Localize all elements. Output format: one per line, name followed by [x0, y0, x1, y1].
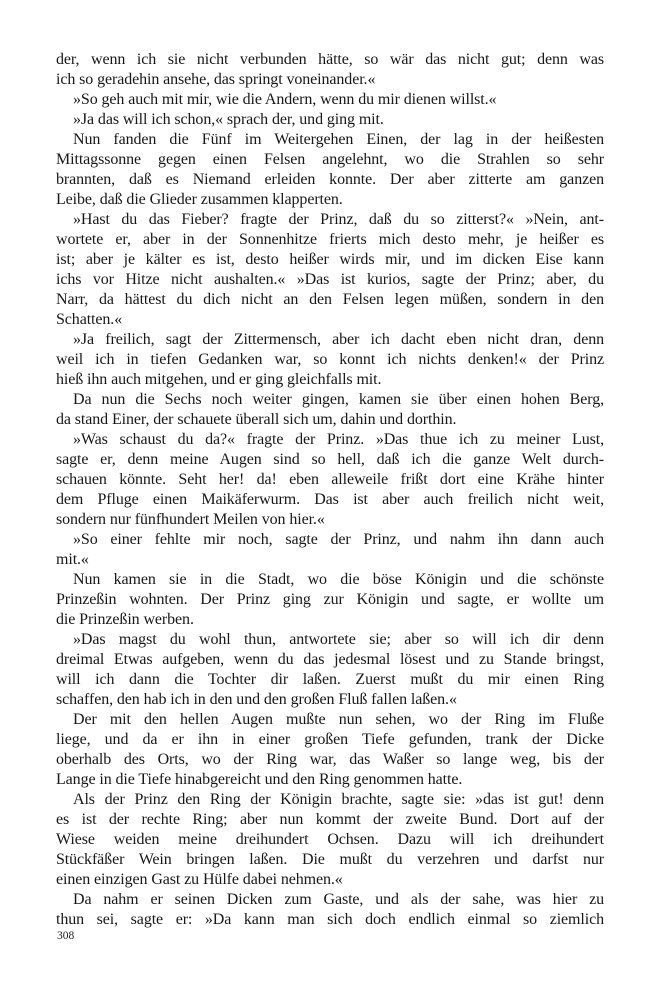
- text-block: [56, 50, 604, 930]
- text-line: weil ich in tiefen Gedanken war, so konnt ich nichts denken!« der Prinz: [56, 351, 604, 368]
- text-line: der, wenn ich sie nicht verbunden hätte, so wär das nicht gut; denn was: [56, 51, 604, 68]
- text-line: »Ja das will ich schon,« sprach der, und ging mit.: [73, 111, 384, 128]
- text-line: ist; aber je kälter es ist, desto heißer wirds mir, und im dicken Eise kann: [56, 251, 604, 268]
- paragraph: [56, 390, 604, 430]
- text-line: »Hast du das Fieber? fragte der Prinz, daß du so zitterst?« »Nein, ant-: [73, 211, 604, 228]
- text-line: »So geh auch mit mir, wie die Andern, wenn du mir dienen willst.«: [73, 91, 497, 108]
- text-line: Da nun die Sechs noch weiter gingen, kamen sie über einen hohen Berg,: [73, 391, 604, 408]
- text-line: Als der Prinz den Ring der Königin brachte, sagte sie: »das ist gut! denn: [73, 791, 604, 808]
- text-line: Prinzeßin wohnten. Der Prinz ging zur Königin und sagte, er wollte um: [56, 591, 604, 608]
- text-line: Lange in die Tiefe hinabgereicht und den Ring genommen hatte.: [56, 771, 463, 788]
- paragraph: [56, 50, 604, 90]
- text-line: schaffen, den hab ich in den und den großen Fluß fallen laßen.«: [56, 691, 457, 708]
- text-line: Da nahm er seinen Dicken zum Gaste, und als der sahe, was hier zu: [73, 891, 604, 908]
- text-line: Mittagssonne gegen einen Felsen angelehnt, wo die Strahlen so sehr: [56, 151, 604, 168]
- paragraph: [56, 630, 604, 710]
- paragraph: [56, 890, 604, 930]
- text-line: da stand Einer, der schauete überall sich um, dahin und dorthin.: [56, 411, 457, 428]
- text-line: die Prinzeßin werben.: [56, 611, 194, 628]
- text-line: Nun kamen sie in die Stadt, wo die böse Königin und die schönste: [73, 571, 604, 588]
- paragraph: [56, 530, 604, 570]
- text-line: sagte er, denn meine Augen sind so hell, daß ich die ganze Welt durch-: [56, 451, 604, 468]
- text-line: es ist der rechte Ring; aber nun kommt der zweite Bund. Dort auf der: [56, 811, 604, 828]
- text-line: »Ja freilich, sagt der Zittermensch, aber ich dacht eben nicht dran, denn: [73, 331, 604, 348]
- page-number: 308: [57, 930, 75, 942]
- text-line: thun sei, sagte er: »Da kann man sich doch endlich einmal so ziemlich: [56, 911, 604, 928]
- text-line: dreimal Etwas aufgeben, wenn du das jedesmal lösest und zu Stande bringst,: [56, 651, 604, 668]
- text-line: sondern nur fünfhundert Meilen von hier.«: [56, 511, 325, 528]
- text-line: ich so geradehin ansehe, das springt voneinander.«: [56, 71, 376, 88]
- text-line: Stückfäßer Wein bringen laßen. Die mußt du verzehren und darfst nur: [56, 851, 604, 868]
- text-line: Nun fanden die Fünf im Weitergehen Einen, der lag in der heißesten: [73, 131, 604, 148]
- text-line: »Das magst du wohl thun, antwortete sie; aber so will ich dir denn: [73, 631, 604, 648]
- text-line: hieß ihn auch mitgehen, und er ging gleichfalls mit.: [56, 371, 382, 388]
- paragraph: [56, 110, 604, 130]
- text-line: liege, und da er ihn in einer großen Tiefe gefunden, trank der Dicke: [56, 731, 604, 748]
- text-line: Der mit den hellen Augen mußte nun sehen, wo der Ring im Fluße: [73, 711, 604, 728]
- paragraph: [56, 430, 604, 530]
- text-line: dem Pfluge einen Maikäferwurm. Das ist aber auch freilich nicht weit,: [56, 491, 604, 508]
- text-line: schauen könnte. Seht her! da! eben alleweile frißt dort eine Krähe hinter: [56, 471, 604, 488]
- paragraph: [56, 710, 604, 790]
- text-line: einen einzigen Gast zu Hülfe dabei nehmen.«: [56, 871, 343, 888]
- text-line: oberhalb des Orts, wo der Ring war, das Waßer so lange weg, bis der: [56, 751, 604, 768]
- text-line: will ich dann die Tochter dir laßen. Zuerst mußt du mir einen Ring: [56, 671, 604, 688]
- paragraph: [56, 130, 604, 210]
- text-line: Narr, da hättest du dich nicht an den Felsen legen müßen, sondern in den: [56, 291, 604, 308]
- paragraph: [56, 790, 604, 890]
- text-line: mit.«: [56, 551, 89, 568]
- text-line: wortete er, aber in der Sonnenhitze frierts mich desto mehr, je heißer es: [56, 231, 604, 248]
- text-line: »Was schaust du da?« fragte der Prinz. »Das thue ich zu meiner Lust,: [73, 431, 604, 448]
- text-line: Leibe, daß die Glieder zusammen klapperten.: [56, 191, 343, 208]
- paragraph: [56, 330, 604, 390]
- text-line: brannten, daß es Niemand erleiden konnte. Der aber zitterte am ganzen: [56, 171, 604, 188]
- text-line: Schatten.«: [56, 311, 123, 328]
- paragraph: [56, 210, 604, 330]
- paragraph: [56, 90, 604, 110]
- paragraph: [56, 570, 604, 630]
- text-line: ichs vor Hitze nicht aushalten.« »Das ist kurios, sagte der Prinz; aber, du: [56, 271, 604, 288]
- text-line: »So einer fehlte mir noch, sagte der Prinz, und nahm ihn dann auch: [73, 531, 604, 548]
- text-line: Wiese weiden meine dreihundert Ochsen. Dazu will ich dreihundert: [56, 831, 604, 848]
